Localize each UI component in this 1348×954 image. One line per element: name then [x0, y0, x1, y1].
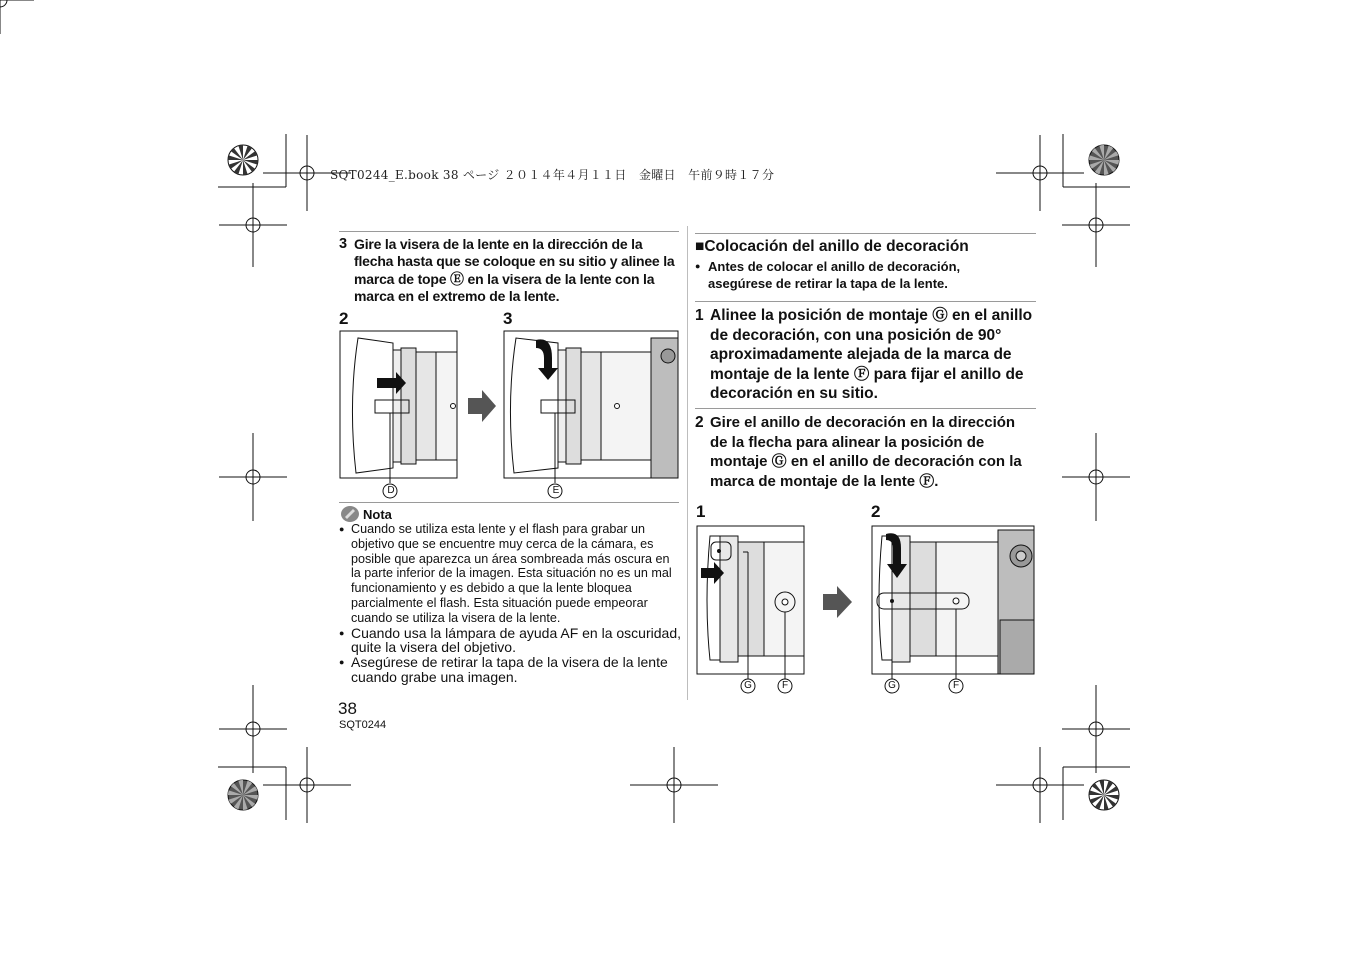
page-number: 38: [338, 699, 357, 718]
panel-ring-step-2: [872, 526, 1034, 693]
column-divider: [687, 226, 688, 700]
step-text: Gire la visera de la lente en la dirección de la flecha hasta que se coloque en su sitio y alinee la marca de tope Ⓔ en la visera de la lente con la marca en el extremo de la lente.: [354, 236, 675, 304]
callout-d-label: D: [387, 485, 395, 496]
right-step-2: [695, 413, 1036, 491]
figure-label-2: 2: [339, 309, 349, 328]
step-number: 2: [695, 414, 704, 431]
callout-e-label: E: [552, 485, 560, 496]
right-step-1: [695, 306, 1036, 404]
step-number: 3: [339, 236, 348, 252]
left-top-rule: [339, 231, 679, 232]
decoration-ring-illustration: [696, 522, 1038, 698]
right-rule-2: [695, 301, 1036, 302]
note-item: ● Cuando se utiliza esta lente y el flash para grabar un objetivo que se encuentre muy cerca de la cámara, es posible que aparezca un área sombreada más oscura en la parte inferior de la imagen. Esta situación no es un mal funcionamiento y es debido a que la lente bloquea parcialmente el flash. Esta situación puede empeorar cuando se utiliza la visera de la lente.: [339, 522, 681, 626]
figure-label-1: 1: [696, 502, 706, 521]
panel-step-2: [340, 331, 457, 498]
left-step-3: [339, 236, 679, 305]
note-list: [339, 522, 681, 685]
step-text: Alinee la posición de montaje Ⓖ en el anillo de decoración, con una posición de 90° aproximadamente alejada de la marca de montaje de la lente Ⓕ para fijar el anillo de decoración en su sitio.: [710, 307, 1033, 402]
step-text: Gire el anillo de decoración en la dirección de la flecha para alinear la posición de montaje Ⓖ en el anillo de decoración con la marca de montaje de la lente Ⓕ.: [710, 414, 1022, 490]
right-top-rule: [695, 233, 1036, 234]
step-number: 1: [695, 307, 704, 324]
note-top-rule: [339, 502, 679, 503]
callout-f-1-label: F: [781, 680, 789, 691]
note-item: ● Asegúrese de retirar la tapa de la visera de la lente cuando grabe una imagen.: [339, 655, 681, 685]
doc-code: SQT0244: [339, 719, 387, 731]
arrow-right: [468, 390, 496, 422]
figure-label-3: 3: [503, 309, 513, 328]
note-icon: [340, 505, 360, 523]
callout-g-1-label: G: [744, 680, 752, 691]
pre-note: ● Antes de colocar el anillo de decoración, asegúrese de retirar la tapa de la lente.: [695, 258, 1025, 292]
section-title: ■Colocación del anillo de decoración: [695, 238, 969, 255]
callout-f-2-label: F: [952, 680, 960, 691]
note-item: ● Cuando usa la lámpara de ayuda AF en la oscuridad, quite la visera del objetivo.: [339, 626, 681, 656]
arrow-right-2: [823, 586, 852, 618]
panel-step-3: [504, 331, 678, 498]
figure-label-2-right: 2: [871, 502, 881, 521]
panel-ring-step-1: [697, 526, 804, 693]
book-header: SQT0244_E.book 38 ページ ２０１４年４月１１日 金曜日 午前９時１７分: [330, 168, 775, 182]
pre-note-text: Antes de colocar el anillo de decoración, asegúrese de retirar la tapa de la lente.: [708, 259, 961, 291]
note-title: Nota: [363, 507, 392, 522]
callout-g-2-label: G: [888, 680, 896, 691]
lens-hood-illustration: [338, 328, 682, 504]
right-rule-3: [695, 408, 1036, 409]
